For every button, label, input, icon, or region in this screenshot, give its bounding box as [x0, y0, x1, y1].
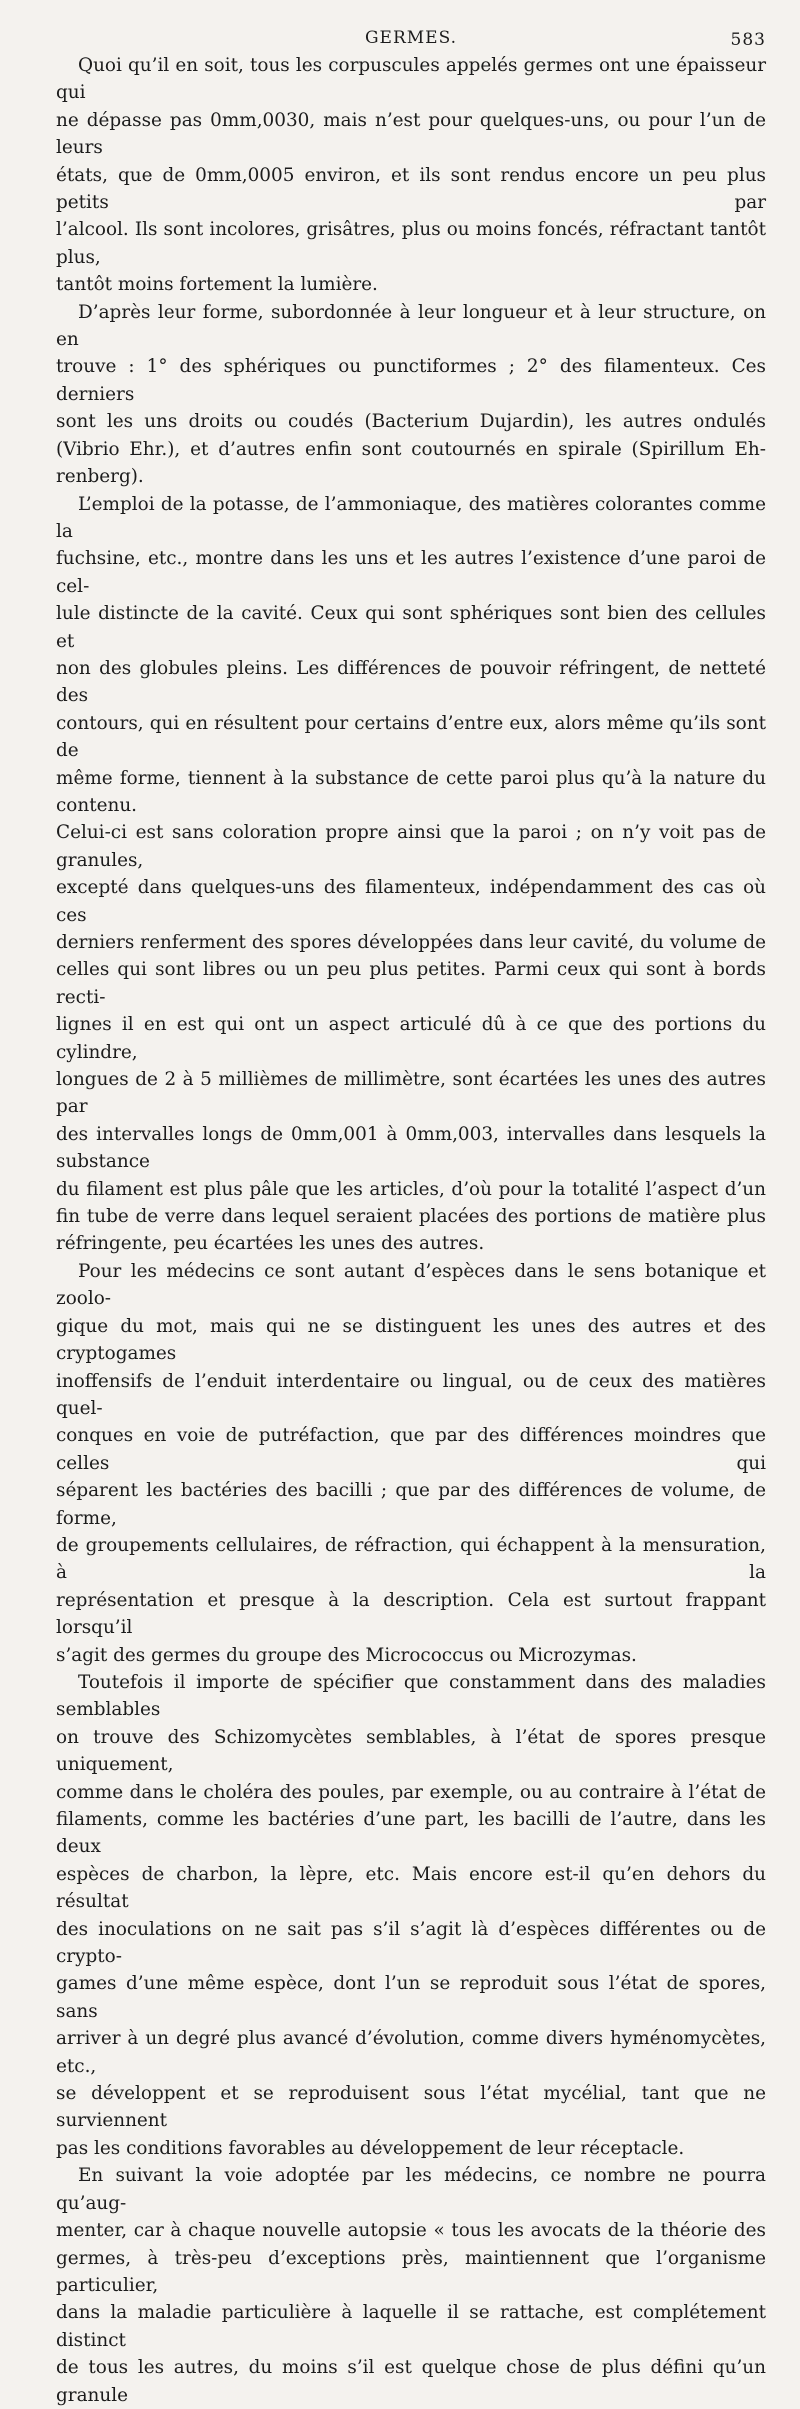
- text-line: L’emploi de la potasse, de l’ammoniaque, des matières colorantes comme la: [56, 493, 766, 542]
- text-line: se développent et se reproduisent sous l’état mycélial, tant que ne surviennent: [56, 2083, 766, 2132]
- text-line: Quoi qu’il en soit, tous les corpuscules appelés germes ont une épaisseur qui: [56, 55, 766, 104]
- text-line: de groupements cellulaires, de réfraction, qui échappent à la mensuration, à la: [56, 1534, 766, 1584]
- text-line: de tous les autres, du moins s’il est quelque chose de plus défini qu’un granule: [56, 2357, 766, 2406]
- paragraph: [56, 1669, 766, 2162]
- text-line: (Vibrio Ehr.), et d’autres enfin sont coutournés en spirale (Spirillum Eh-: [56, 438, 766, 460]
- text-line: fuchsine, etc., montre dans les uns et les autres l’existence d’une paroi de cel-: [56, 548, 766, 597]
- running-header: [56, 22, 766, 52]
- text-line: on trouve des Schizomycètes semblables, à l’état de spores presque uniquement,: [56, 1726, 766, 1776]
- text-line: sont les uns droits ou coudés (Bacterium Dujardin), les autres ondulés: [56, 411, 766, 433]
- text-line: inoffensifs de l’enduit interdentaire ou lingual, ou de ceux des matières quel-: [56, 1370, 766, 1419]
- paragraph: [56, 2162, 766, 2409]
- text-line: du filament est plus pâle que les articles, d’où pour la totalité l’aspect d’un: [56, 1178, 766, 1200]
- text-line: arriver à un degré plus avancé d’évolution, comme divers hyménomycètes, etc.,: [56, 2028, 766, 2077]
- text-line: contours, qui en résultent pour certains d’entre eux, alors même qu’ils sont de: [56, 712, 766, 762]
- text-line: En suivant la voie adoptée par les médecins, ce nombre ne pourra qu’aug-: [56, 2165, 766, 2214]
- running-title: GERMES.: [364, 28, 458, 48]
- text-line: ne dépasse pas 0mm,0030, mais n’est pour quelques-uns, ou pour l’un de leurs: [56, 109, 766, 159]
- text-line: excepté dans quelques-uns des filamenteux, indépendamment des cas où ces: [56, 877, 766, 926]
- text-line: Toutefois il importe de spécifier que constamment dans des maladies semblables: [56, 1671, 766, 1721]
- text-line: s’agit des germes du groupe des Micrococcus ou Microzymas.: [56, 1644, 637, 1666]
- text-line: pas les conditions favorables au développement de leur réceptacle.: [56, 2137, 685, 2159]
- text-line: conques en voie de putréfaction, que par des différences moindres que celles qui: [56, 1425, 766, 1474]
- paragraph: [56, 52, 766, 299]
- text-line: derniers renferment des spores développées dans leur cavité, du volume de: [56, 932, 766, 953]
- text-line: renberg).: [56, 466, 144, 488]
- text-line: filaments, comme les bactéries d’une part, les bacilli de l’autre, dans les deux: [56, 1809, 766, 1858]
- text-line: lule distincte de la cavité. Ceux qui sont sphériques sont bien des cellules et: [56, 603, 766, 652]
- text-line: fin tube de verre dans lequel seraient placées des portions de matière plus: [56, 1206, 766, 1228]
- body-text: [56, 52, 766, 2409]
- text-line: tantôt moins fortement la lumière.: [56, 274, 378, 296]
- paragraph: [56, 1258, 766, 1669]
- text-line: games d’une même espèce, dont l’un se reproduit sous l’état de spores, sans: [56, 1973, 766, 2022]
- text-line: réfringente, peu écartées les unes des autres.: [56, 1233, 485, 1255]
- text-line: représentation et presque à la description. Cela est surtout frappant lorsqu’il: [56, 1589, 766, 1639]
- paragraph: [56, 491, 766, 1258]
- text-line: même forme, tiennent à la substance de cette paroi plus qu’à la nature du contenu.: [56, 767, 766, 816]
- text-line: Pour les médecins ce sont autant d’espèces dans le sens botanique et zoolo-: [56, 1260, 766, 1310]
- text-line: celles qui sont libres ou un peu plus petites. Parmi ceux qui sont à bords recti-: [56, 959, 766, 1008]
- text-line: des inoculations on ne sait pas s’il s’agit là d’espèces différentes ou de crypto-: [56, 1918, 766, 1968]
- paragraph: [56, 299, 766, 491]
- text-line: dans la maladie particulière à laquelle il se rattache, est complétement distinct: [56, 2302, 766, 2351]
- text-line: menter, car à chaque nouvelle autopsie « tous les avocats de la théorie des: [56, 2220, 766, 2242]
- text-line: longues de 2 à 5 millièmes de millimètre, sont écartées les unes des autres par: [56, 1069, 766, 1118]
- text-line: lignes il en est qui ont un aspect articulé dû à ce que des portions du cylindre,: [56, 1014, 766, 1063]
- text-line: gique du mot, mais qui ne se distinguent les unes des autres et des cryptogames: [56, 1315, 766, 1365]
- text-line: séparent les bactéries des bacilli ; que par des différences de volume, de forme,: [56, 1480, 766, 1529]
- text-line: états, que de 0mm,0005 environ, et ils sont rendus encore un peu plus petits par: [56, 164, 766, 214]
- text-line: espèces de charbon, la lèpre, etc. Mais encore est-il qu’en dehors du résultat: [56, 1863, 766, 1913]
- page-number: 583: [730, 30, 766, 50]
- text-line: l’alcool. Ils sont incolores, grisâtres, plus ou moins foncés, réfractant tantôt plus,: [56, 219, 766, 268]
- text-line: D’après leur forme, subordonnée à leur longueur et à leur structure, on en: [56, 301, 766, 351]
- text-line: comme dans le choléra des poules, par exemple, ou au contraire à l’état de: [56, 1781, 766, 1803]
- text-line: non des globules pleins. Les différences de pouvoir réfringent, de netteté des: [56, 657, 766, 707]
- text-line: germes, à très-peu d’exceptions près, maintiennent que l’organisme particulier,: [56, 2247, 766, 2296]
- text-line: des intervalles longs de 0mm,001 à 0mm,003, intervalles dans lesquels la substance: [56, 1123, 766, 1173]
- text-line: Celui-ci est sans coloration propre ainsi que la paroi ; on n’y voit pas de granules,: [56, 822, 766, 871]
- text-line: trouve : 1° des sphériques ou punctiformes ; 2° des filamenteux. Ces derniers: [56, 356, 766, 405]
